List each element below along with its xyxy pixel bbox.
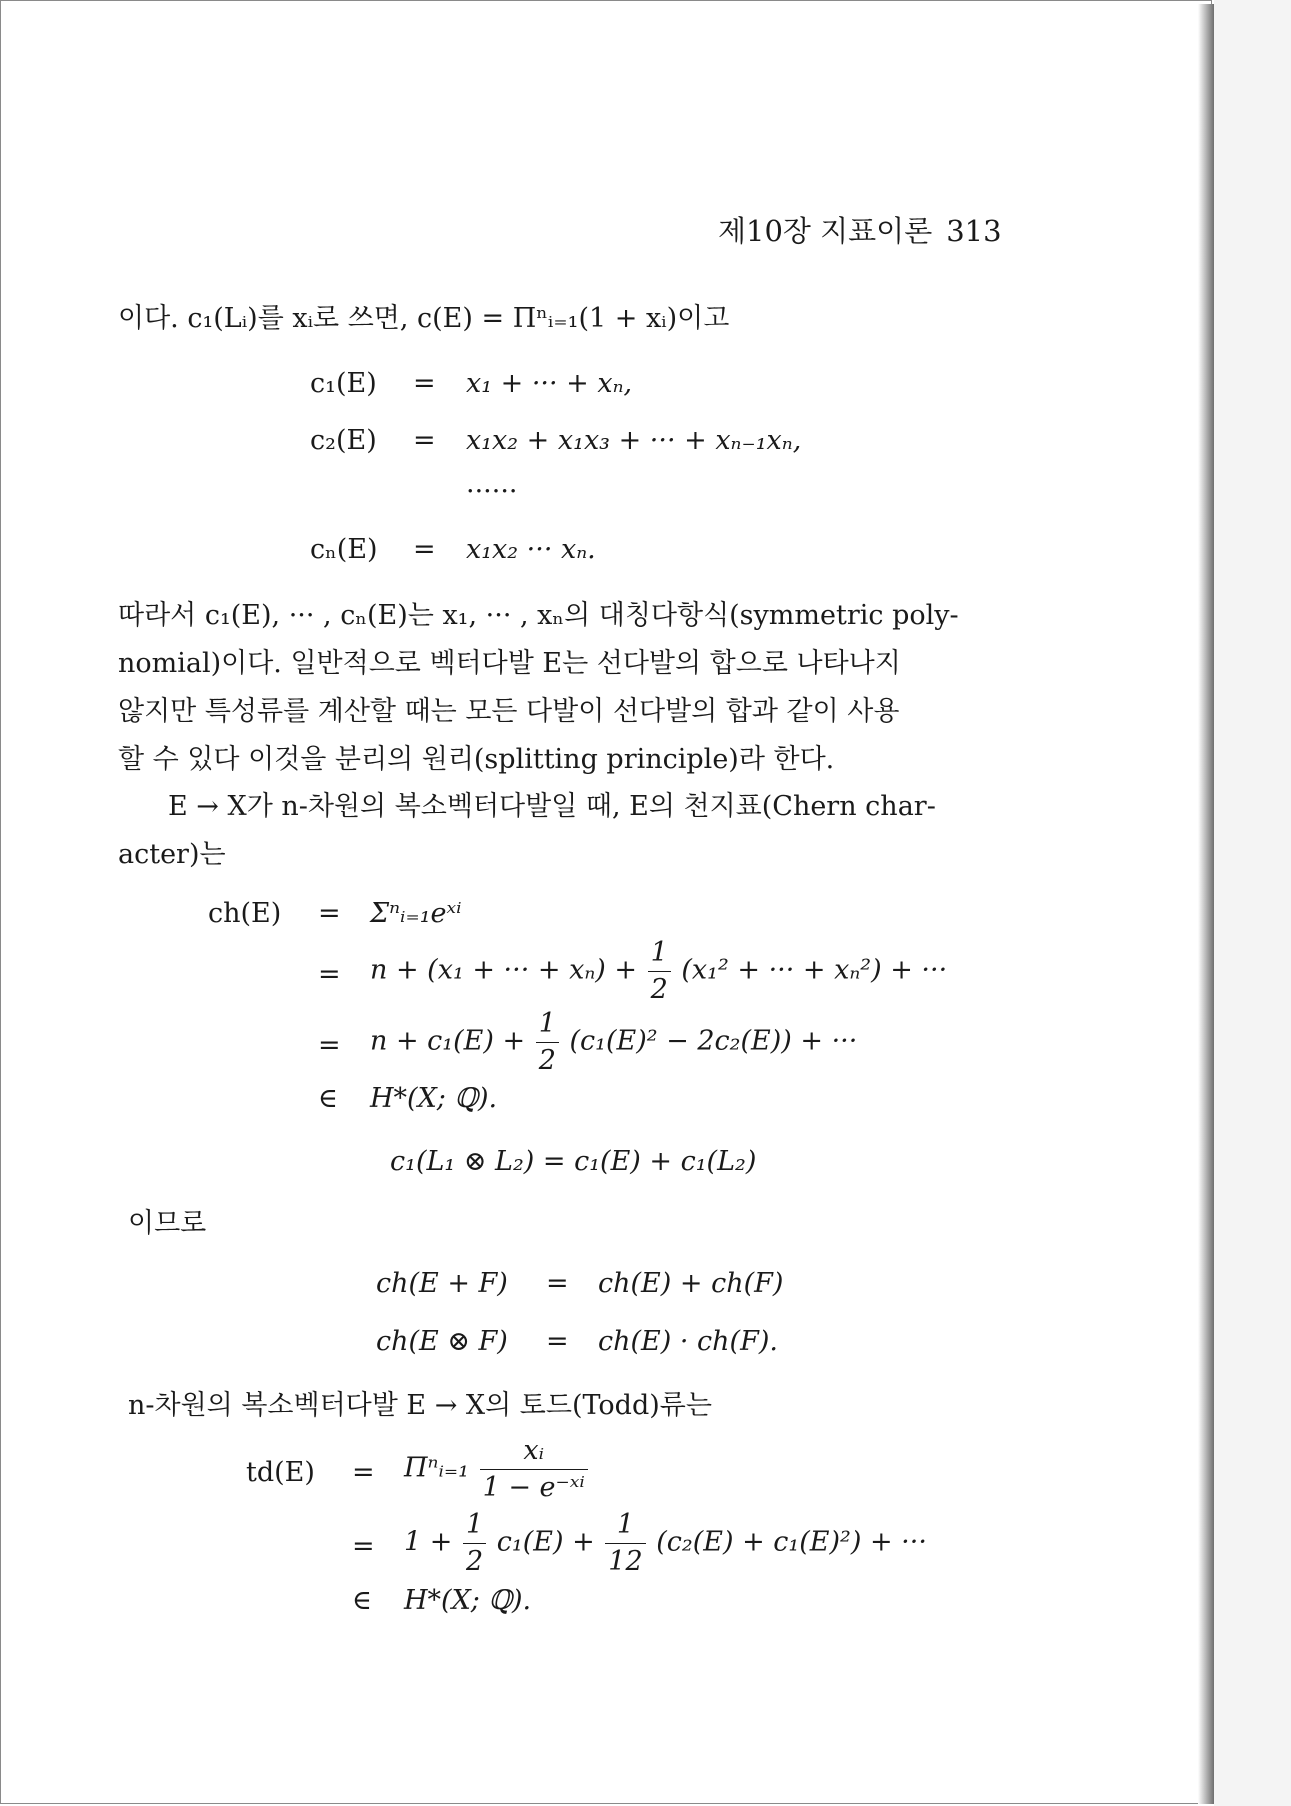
ch-row3-post: (c₁(E)² − 2c₂(E)) + ··· <box>569 1025 858 1057</box>
ch-lhs: ch(E) <box>208 898 282 929</box>
eq-c2-lhs: c₂(E) <box>310 425 377 456</box>
page-number: 313 <box>946 214 1002 248</box>
paragraph2-line1: E → X가 n-차원의 복소벡터다발일 때, E의 천지표(Chern char- <box>168 791 936 822</box>
td-row3-rel: ∈ <box>352 1585 372 1616</box>
td-row2-pre: 1 + <box>404 1526 453 1558</box>
page-margin-background <box>1214 0 1291 1806</box>
paragraph1-line3: 않지만 특성류를 계산할 때는 모든 다발이 선다발의 합과 같이 사용 <box>118 696 900 727</box>
paragraph1-line2: nomial)이다. 일반적으로 벡터다발 E는 선다발의 합으로 나타나지 <box>118 648 901 679</box>
eq-c2-rel: = <box>413 425 436 456</box>
ch-row2-pre: n + (x₁ + ··· + xₙ) + <box>370 954 637 986</box>
eq-cn-rel: = <box>413 534 436 565</box>
td-row1-frac-den: 1 − e⁻ˣⁱ <box>482 1471 585 1503</box>
td-lhs: td(E) <box>246 1457 315 1488</box>
td-row1-frac-num: xᵢ <box>480 1436 588 1470</box>
td-row1-rel: = <box>352 1457 375 1488</box>
todd-intro: n-차원의 복소벡터다발 E → X의 토드(Todd)류는 <box>128 1390 712 1421</box>
td-row2-mid: c₁(E) + <box>496 1526 595 1558</box>
td-row1-fraction <box>480 1436 588 1502</box>
td-row1-expr <box>404 1436 590 1502</box>
eq-c1-rel: = <box>413 368 436 399</box>
ch-tensor-rel: = <box>546 1326 569 1357</box>
eq-cn-rhs: x₁x₂ ··· xₙ. <box>466 534 596 565</box>
ch-row1-rhs: Σⁿᵢ₌₁eˣⁱ <box>370 898 462 929</box>
td-row2-frac2-den: 12 <box>608 1545 643 1577</box>
eq-cn-lhs: cₙ(E) <box>310 534 378 565</box>
eq-c1-rhs: x₁ + ··· + xₙ, <box>466 368 633 399</box>
chapter-title: 제10장 지표이론 <box>718 214 933 248</box>
td-row1-pre: Πⁿᵢ₌₁ <box>404 1452 469 1484</box>
ch-row3-pre: n + c₁(E) + <box>370 1025 526 1057</box>
ch-row4-rhs: H*(X; ℚ). <box>370 1083 498 1114</box>
eq-ellipsis: ······ <box>466 476 518 507</box>
therefore-word: 이므로 <box>128 1208 207 1239</box>
ch-sum-rel: = <box>546 1268 569 1299</box>
td-row2-expr <box>404 1510 927 1576</box>
ch-row3-frac-den: 2 <box>538 1044 556 1076</box>
td-row2-frac2-num: 1 <box>605 1510 645 1544</box>
td-row2-rel: = <box>352 1531 375 1562</box>
ch-sum-rhs: ch(E) + ch(F) <box>598 1268 784 1299</box>
ch-tensor-rhs: ch(E) · ch(F). <box>598 1326 778 1357</box>
ch-row2-frac-den: 2 <box>650 973 668 1005</box>
ch-row3-frac-num: 1 <box>536 1009 559 1043</box>
ch-row3-rel: = <box>318 1030 341 1061</box>
eq-c1-lhs: c₁(E) <box>310 368 377 399</box>
td-row2-fraction1 <box>463 1510 486 1576</box>
td-row2-fraction2 <box>605 1510 645 1576</box>
ch-row2-expr <box>370 938 947 1004</box>
ch-row3-expr <box>370 1009 857 1075</box>
ch-row2-rel: = <box>318 959 341 990</box>
ch-sum-lhs: ch(E + F) <box>376 1268 508 1299</box>
ch-row4-rel: ∈ <box>318 1083 338 1114</box>
ch-tensor-lhs: ch(E ⊗ F) <box>376 1326 508 1357</box>
ch-row1-rel: = <box>318 898 341 929</box>
tensor-identity: c₁(L₁ ⊗ L₂) = c₁(E) + c₁(L₂) <box>390 1146 757 1177</box>
td-row2-frac1-num: 1 <box>463 1510 486 1544</box>
running-header <box>718 214 1002 248</box>
ch-row2-frac-num: 1 <box>648 938 671 972</box>
paragraph2-line2: acter)는 <box>118 839 226 870</box>
ch-row2-fraction <box>648 938 671 1004</box>
paragraph1-line4: 할 수 있다 이것을 분리의 원리(splitting principle)라 한다. <box>118 744 835 775</box>
intro-line: 이다. c₁(Lᵢ)를 xᵢ로 쓰면, c(E) = Πⁿᵢ₌₁(1 + xᵢ)이고 <box>118 303 730 334</box>
ch-row3-fraction <box>536 1009 559 1075</box>
paragraph1-line1: 따라서 c₁(E), ··· , cₙ(E)는 x₁, ··· , xₙ의 대칭다항식(symmetric poly- <box>118 600 959 631</box>
td-row2-frac1-den: 2 <box>465 1545 484 1577</box>
eq-c2-rhs: x₁x₂ + x₁x₃ + ··· + xₙ₋₁xₙ, <box>466 425 802 456</box>
td-row2-post: (c₂(E) + c₁(E)²) + ··· <box>656 1526 927 1558</box>
td-row3-rhs: H*(X; ℚ). <box>404 1585 532 1616</box>
ch-row2-post: (x₁² + ··· + xₙ²) + ··· <box>681 954 948 986</box>
page-edge-shadow <box>1198 4 1214 1804</box>
